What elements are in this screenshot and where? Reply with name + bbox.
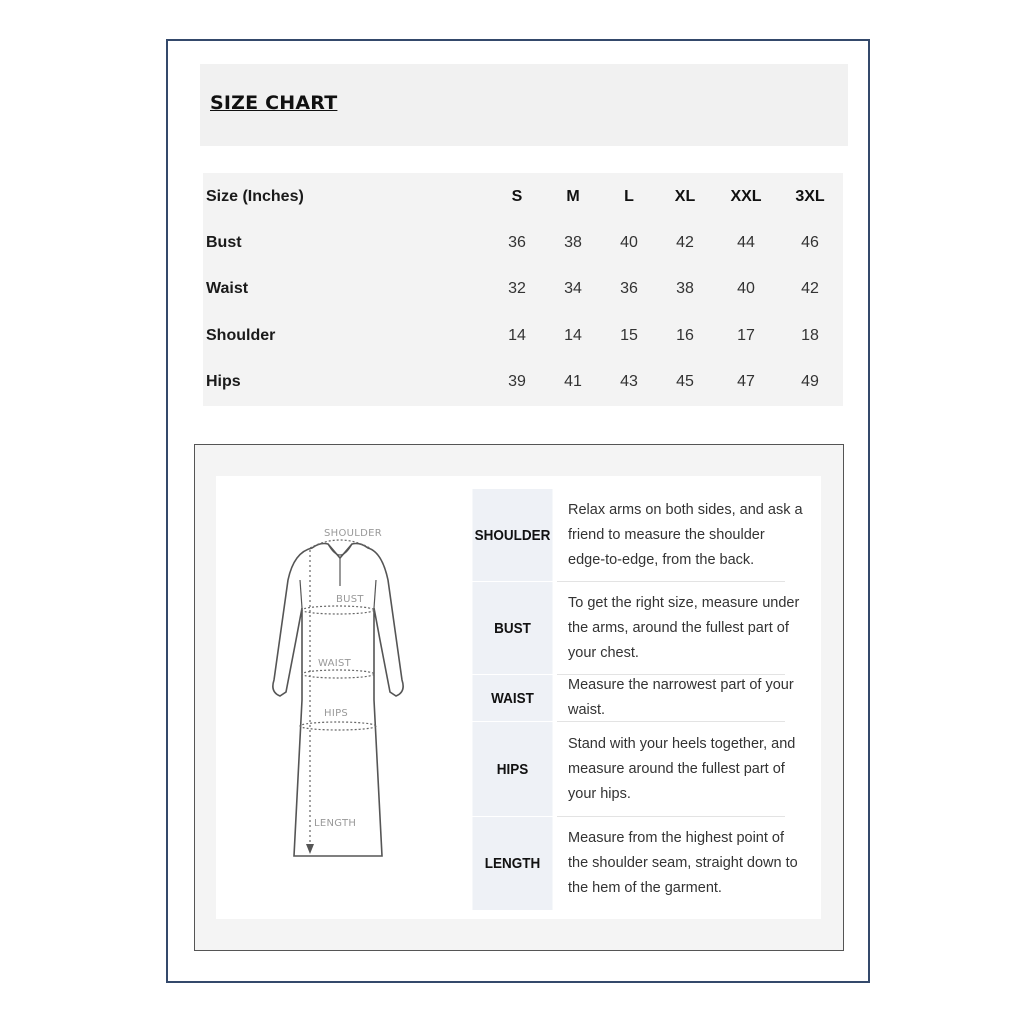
guide-row-shoulder (468, 489, 804, 581)
figure-label-shoulder: SHOULDER (324, 528, 382, 539)
size-table-row (203, 266, 843, 312)
size-header-cell: 3XL (795, 188, 825, 205)
size-table-row (203, 220, 843, 266)
table-cell: 46 (801, 234, 819, 251)
table-cell: 44 (737, 234, 755, 251)
table-cell: 14 (508, 327, 526, 344)
size-header-cell: XL (674, 188, 696, 205)
guide-text: Measure the narrowest part of your waist. (568, 677, 794, 718)
figure-label-waist: WAIST (318, 658, 352, 669)
measurement-label: Waist (206, 280, 249, 297)
table-cell: 39 (508, 373, 526, 390)
measurement-label: Shoulder (206, 327, 276, 344)
page-title: SIZE CHART (210, 92, 338, 114)
table-cell: 38 (564, 234, 582, 251)
size-header-cell: XXL (730, 188, 762, 205)
figure-label-bust: BUST (336, 594, 364, 605)
guide-label: WAIST (472, 675, 552, 721)
guide-row-bust (468, 582, 804, 674)
size-table-header-row (203, 174, 843, 220)
table-cell: 36 (508, 234, 526, 251)
guide-row-hips (468, 722, 804, 816)
table-cell: 45 (676, 373, 694, 390)
figure-label-length: LENGTH (314, 818, 357, 829)
size-header-cell: M (566, 188, 580, 205)
table-cell: 15 (620, 327, 638, 344)
measurement-label: Hips (206, 373, 241, 390)
size-header-label: Size (Inches) (206, 188, 304, 205)
guide-row-waist (468, 675, 804, 721)
table-cell: 41 (564, 373, 582, 390)
size-header-cell: S (511, 188, 523, 205)
table-cell: 14 (564, 327, 582, 344)
table-cell: 42 (676, 234, 694, 251)
size-header-cell: L (624, 188, 634, 205)
figure-label-hips: HIPS (324, 708, 349, 719)
guide-text: Measure from the highest point of the shoulder seam, straight down to the hem of the garment. (568, 830, 798, 896)
table-cell: 49 (801, 373, 819, 390)
guide-text: Stand with your heels together, and measure around the fullest part of your hips. (568, 735, 796, 802)
dress-figure-illustration (250, 520, 430, 870)
size-table (203, 173, 843, 406)
guide-row-length (468, 817, 804, 910)
table-cell: 36 (620, 280, 638, 297)
size-table-row (203, 359, 843, 405)
guide-text: To get the right size, measure under the arms, around the fullest part of your chest. (568, 594, 800, 661)
arrow-down-icon (306, 844, 314, 854)
measurement-label: Bust (206, 234, 242, 251)
dress-outline (273, 544, 403, 857)
table-cell: 40 (737, 280, 755, 297)
table-cell: 17 (737, 327, 755, 344)
table-cell: 34 (564, 280, 582, 297)
table-cell: 40 (620, 234, 638, 251)
guide-text: Relax arms on both sides, and ask a friend to measure the shoulder edge-to-edge, from the back. (568, 501, 803, 568)
guide-label: SHOULDER (472, 489, 552, 581)
size-table-row (203, 313, 843, 359)
guide-label: BUST (472, 582, 552, 674)
table-cell: 16 (676, 327, 694, 344)
table-cell: 38 (676, 280, 694, 297)
table-cell: 32 (508, 280, 526, 297)
guide-label: LENGTH (472, 817, 552, 910)
table-cell: 18 (801, 327, 819, 344)
table-cell: 42 (801, 280, 819, 297)
table-cell: 43 (620, 373, 638, 390)
guide-label: HIPS (472, 722, 552, 816)
table-cell: 47 (737, 373, 755, 390)
